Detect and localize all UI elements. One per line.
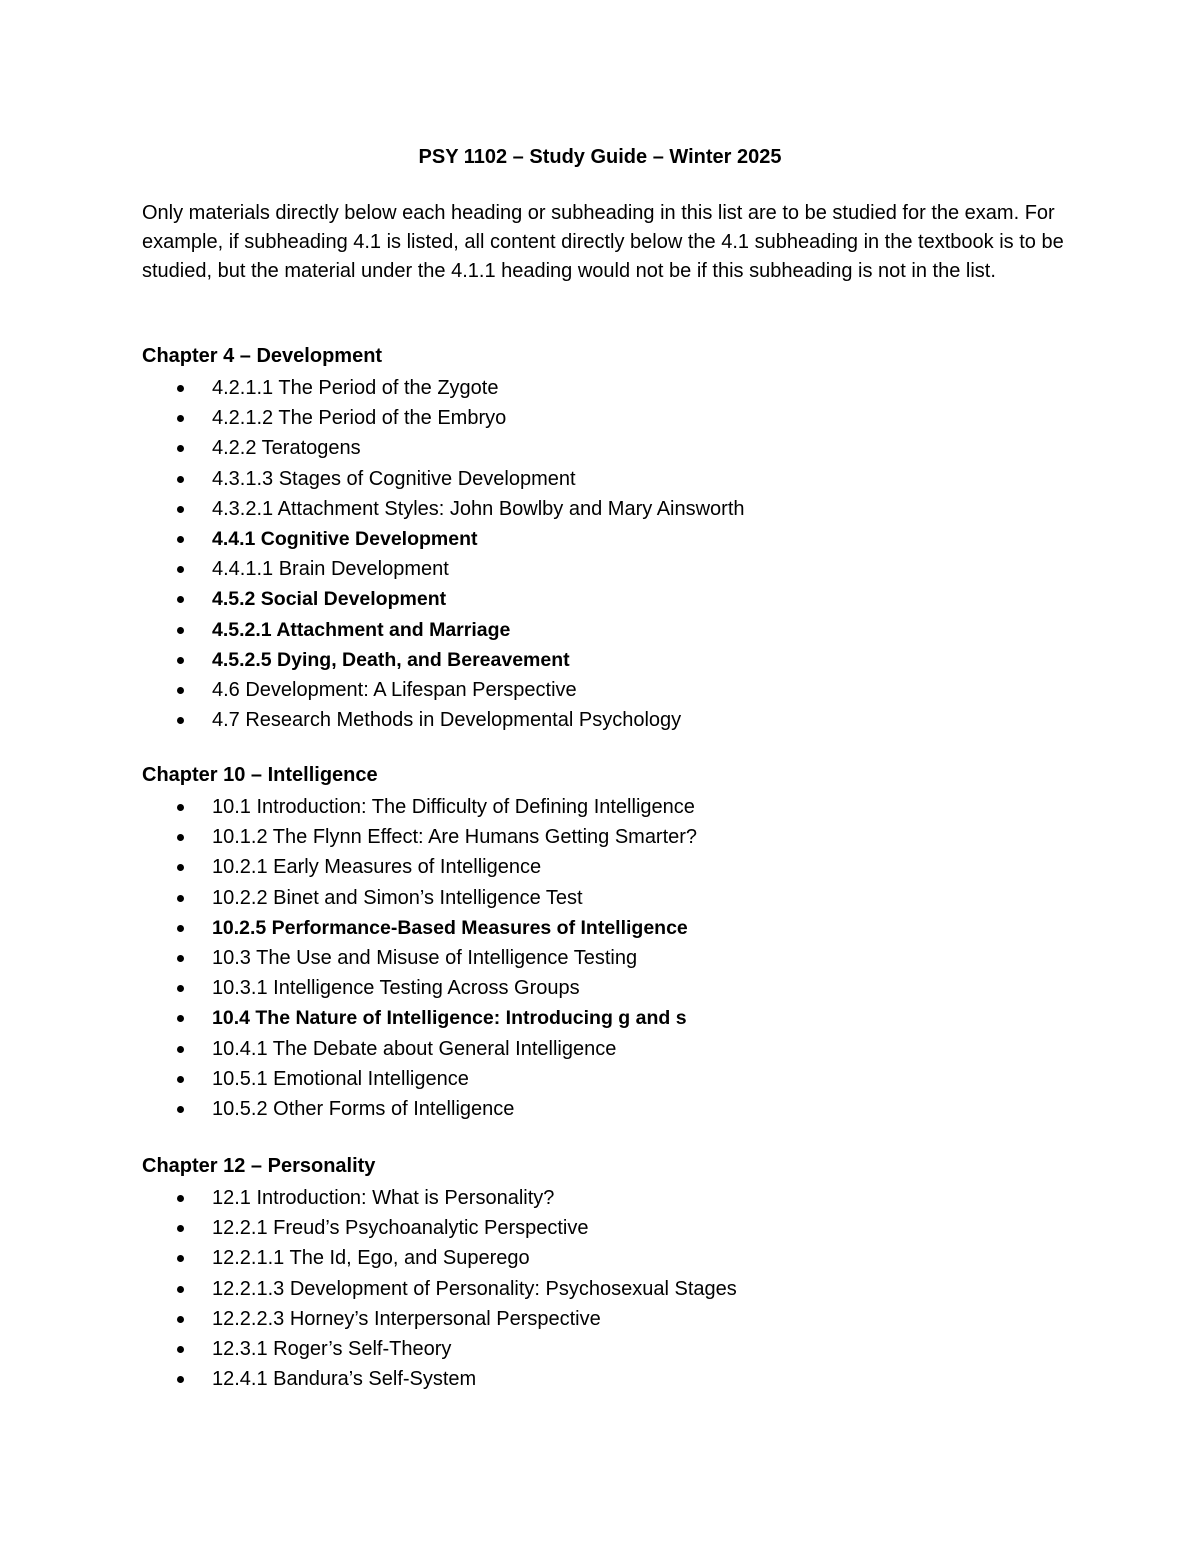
list-item xyxy=(142,705,1072,735)
bullet-icon xyxy=(177,596,184,603)
topic-text: 12.2.1.1 The Id, Ego, and Superego xyxy=(212,1247,530,1270)
chapter-topic-list xyxy=(142,373,1072,735)
topic-text: 10.2.5 Performance-Based Measures of Intelligence xyxy=(212,916,688,939)
list-item xyxy=(142,1064,1072,1094)
topic-text: 4.3.2.1 Attachment Styles: John Bowlby and Mary Ainsworth xyxy=(212,497,745,520)
topic-text: 4.7 Research Methods in Developmental Psychology xyxy=(212,709,682,732)
bullet-icon xyxy=(177,1316,184,1323)
bullet-icon xyxy=(177,1346,184,1353)
list-item xyxy=(142,433,1072,463)
bullet-icon xyxy=(177,385,184,392)
topic-text: 10.1.2 The Flynn Effect: Are Humans Getting Smarter? xyxy=(212,826,698,849)
bullet-icon xyxy=(177,804,184,811)
chapter-topic-list xyxy=(142,1183,1072,1394)
topic-text: 12.2.1.3 Development of Personality: Psychosexual Stages xyxy=(212,1277,737,1300)
topic-text: 10.4 The Nature of Intelligence: Introducing g and s xyxy=(212,1007,687,1030)
bullet-icon xyxy=(177,536,184,543)
list-item xyxy=(142,852,1072,882)
list-item xyxy=(142,615,1072,645)
list-item xyxy=(142,1183,1072,1213)
bullet-icon xyxy=(177,925,184,932)
topic-text: 12.2.1 Freud’s Psychoanalytic Perspective xyxy=(212,1217,589,1240)
topic-text: 10.3.1 Intelligence Testing Across Groups xyxy=(212,977,580,1000)
topic-text: 4.2.1.1 The Period of the Zygote xyxy=(212,377,499,399)
bullet-icon xyxy=(177,657,184,664)
topic-text: 12.3.1 Roger’s Self-Theory xyxy=(212,1337,452,1360)
list-item xyxy=(142,464,1072,494)
chapter-heading: Chapter 4 – Development xyxy=(142,345,383,367)
list-item xyxy=(142,1304,1072,1334)
topic-text: 4.6 Development: A Lifespan Perspective xyxy=(212,678,577,701)
topic-text: 12.2.2.3 Horney’s Interpersonal Perspective xyxy=(212,1307,601,1330)
bullet-icon xyxy=(177,1106,184,1113)
list-item xyxy=(142,1003,1072,1033)
bullet-icon xyxy=(177,445,184,452)
list-item xyxy=(142,373,1072,403)
list-item xyxy=(142,1364,1072,1394)
chapter-section xyxy=(142,343,1072,735)
bullet-icon xyxy=(177,955,184,962)
bullet-icon xyxy=(177,1255,184,1262)
topic-text: 4.5.2.1 Attachment and Marriage xyxy=(212,618,511,641)
list-item xyxy=(142,1274,1072,1304)
document-title: PSY 1102 – Study Guide – Winter 2025 xyxy=(418,146,782,168)
topic-text: 4.5.2 Social Development xyxy=(212,588,447,611)
bullet-icon xyxy=(177,1195,184,1202)
topic-text: 10.2.1 Early Measures of Intelligence xyxy=(212,856,542,879)
topic-text: 10.5.2 Other Forms of Intelligence xyxy=(212,1097,515,1120)
list-item xyxy=(142,1034,1072,1064)
list-item xyxy=(142,645,1072,675)
topic-text: 4.2.1.2 The Period of the Embryo xyxy=(212,407,507,430)
topic-text: 4.3.1.3 Stages of Cognitive Development xyxy=(212,467,576,490)
list-item xyxy=(142,822,1072,852)
topic-text: 10.1 Introduction: The Difficulty of Defining Intelligence xyxy=(212,796,695,818)
list-item xyxy=(142,554,1072,584)
list-item xyxy=(142,883,1072,913)
bullet-icon xyxy=(177,627,184,634)
list-item xyxy=(142,973,1072,1003)
bullet-icon xyxy=(177,895,184,902)
topic-text: 12.4.1 Bandura’s Self-System xyxy=(212,1368,477,1391)
list-item xyxy=(142,1213,1072,1243)
chapter-heading: Chapter 12 – Personality xyxy=(142,1155,376,1177)
bullet-icon xyxy=(177,476,184,483)
bullet-icon xyxy=(177,1076,184,1083)
list-item xyxy=(142,494,1072,524)
bullet-icon xyxy=(177,1046,184,1053)
bullet-icon xyxy=(177,506,184,513)
bullet-icon xyxy=(177,1225,184,1232)
chapter-section xyxy=(142,762,1072,1124)
list-item xyxy=(142,584,1072,614)
bullet-icon xyxy=(177,1015,184,1022)
list-item xyxy=(142,1334,1072,1364)
list-item xyxy=(142,524,1072,554)
bullet-icon xyxy=(177,566,184,573)
topic-text: 10.5.1 Emotional Intelligence xyxy=(212,1067,469,1090)
chapter-topic-list xyxy=(142,792,1072,1124)
list-item xyxy=(142,943,1072,973)
chapter-heading: Chapter 10 – Intelligence xyxy=(142,764,378,786)
bullet-icon xyxy=(177,1286,184,1293)
list-item xyxy=(142,403,1072,433)
topic-text: 10.4.1 The Debate about General Intelligence xyxy=(212,1037,617,1060)
list-item xyxy=(142,1243,1072,1273)
list-item xyxy=(142,1094,1072,1124)
bullet-icon xyxy=(177,687,184,694)
topic-text: 12.1 Introduction: What is Personality? xyxy=(212,1187,555,1209)
topic-text: 4.5.2.5 Dying, Death, and Bereavement xyxy=(212,648,570,671)
bullet-icon xyxy=(177,415,184,422)
intro-paragraph: Only materials directly below each heading or subheading in this list are to be studied for the exam. For example, if subheading 4.1 is listed, all content directly below the 4.1 subheading in the textbook is to be studied, but the material under the 4.1.1 heading would not be if this subheading is not in the list. xyxy=(142,202,1064,283)
topic-text: 10.3 The Use and Misuse of Intelligence Testing xyxy=(212,946,638,969)
topic-text: 4.2.2 Teratogens xyxy=(212,437,361,460)
list-item xyxy=(142,675,1072,705)
bullet-icon xyxy=(177,1376,184,1383)
topic-text: 4.4.1 Cognitive Development xyxy=(212,527,478,550)
bullet-icon xyxy=(177,834,184,841)
list-item xyxy=(142,792,1072,822)
topic-text: 4.4.1.1 Brain Development xyxy=(212,558,449,581)
bullet-icon xyxy=(177,717,184,724)
list-item xyxy=(142,913,1072,943)
bullet-icon xyxy=(177,864,184,871)
topic-text: 10.2.2 Binet and Simon’s Intelligence Test xyxy=(212,886,583,909)
bullet-icon xyxy=(177,985,184,992)
chapter-section xyxy=(142,1153,1072,1394)
